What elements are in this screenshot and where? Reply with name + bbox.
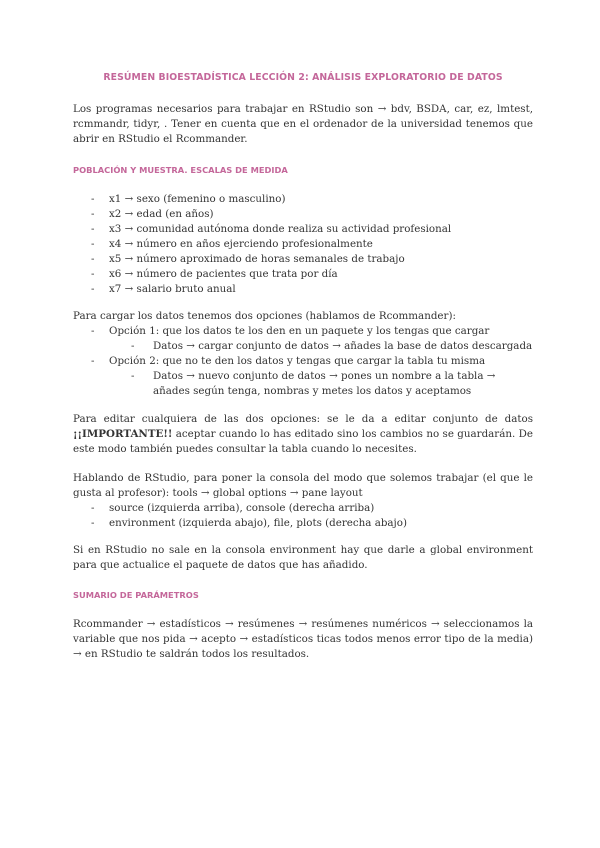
dash-bullet: -	[91, 268, 95, 280]
pane-item-2: environment (izquierda abajo), file, plots (derecha abajo)	[109, 517, 407, 529]
pane-layout-list	[73, 501, 407, 531]
list-item	[73, 267, 451, 282]
list-item	[73, 369, 533, 399]
edit-text-end: aceptar cuando lo has editado sino los cambios no se guardarán. De este modo también puedes consultar la tabla cuando lo necesites.	[73, 428, 533, 456]
intro-paragraph: Los programas necesarios para trabajar en RStudio son → bdv, BSDA, car, ez, lmtest, rcmmandr, tidyr, . Tener en cuenta que en el ordenador de la universidad tenemos que abrir en RStudio el Rcommander.	[73, 103, 533, 146]
list-item	[73, 237, 451, 252]
rstudio-paragraph: Hablando de RStudio, para poner la consola del modo que solemos trabajar (el que le gusta al profesor): tools → global options → pane layout	[73, 472, 533, 500]
list-item	[73, 339, 533, 354]
dash-bullet: -	[91, 355, 95, 367]
edit-text-start: Para editar cualquiera de las dos opciones: se le da a editar conjunto de datos	[73, 413, 533, 425]
environment-paragraph: Si en RStudio no sale en la consola environment hay que darle a global environment para que actualice el paquete de datos que has añadido.	[73, 544, 533, 572]
dash-bullet: -	[91, 238, 95, 250]
pane-item-1: source (izquierda arriba), console (derecha arriba)	[109, 502, 375, 514]
list-item	[73, 354, 533, 369]
section-heading-sumario: SUMARIO DE PARÁMETROS	[73, 590, 199, 600]
variable-x3: x3 → comunidad autónoma donde realiza su actividad profesional	[109, 223, 452, 235]
variable-x2: x2 → edad (en años)	[109, 208, 214, 220]
important-note: ¡¡IMPORTANTE!!	[73, 428, 173, 441]
dash-bullet: -	[91, 253, 95, 265]
list-item	[73, 324, 533, 339]
option-2-steps: Datos → nuevo conjunto de datos → pones un nombre a la tabla → añades según tenga, nombras y metes los datos y aceptamos	[153, 370, 496, 397]
sumario-paragraph: Rcommander → estadísticos → resúmenes → resúmenes numéricos → seleccionamos la variable que nos pida → acepto → estadísticos ticas todos menos error tipo de la media) → en RStudio te saldrán todos los resultados.	[73, 618, 533, 661]
list-item	[73, 192, 451, 207]
list-item	[73, 282, 451, 297]
variable-x4: x4 → número en años ejerciendo profesionalmente	[109, 238, 373, 250]
variable-x6: x6 → número de pacientes que trata por día	[109, 268, 338, 280]
option-1-steps: Datos → cargar conjunto de datos → añades la base de datos descargada	[153, 340, 533, 352]
variable-x1: x1 → sexo (femenino o masculino)	[109, 193, 286, 205]
list-item	[73, 501, 407, 516]
load-data-intro: Para cargar los datos tenemos dos opciones (hablamos de Rcommander):	[73, 310, 456, 322]
dash-bullet: -	[91, 283, 95, 295]
dash-bullet: -	[131, 340, 135, 352]
variables-list	[73, 192, 451, 297]
list-item	[73, 516, 407, 531]
edit-paragraph	[73, 412, 533, 458]
load-options-list	[73, 324, 533, 399]
dash-bullet: -	[91, 208, 95, 220]
dash-bullet: -	[91, 325, 95, 337]
variable-x7: x7 → salario bruto anual	[109, 283, 236, 295]
variable-x5: x5 → número aproximado de horas semanales de trabajo	[109, 253, 405, 265]
list-item	[73, 222, 451, 237]
dash-bullet: -	[91, 193, 95, 205]
dash-bullet: -	[131, 370, 135, 382]
option-1: Opción 1: que los datos te los den en un paquete y los tengas que cargar	[109, 325, 490, 337]
document-title: RESÚMEN BIOESTADÍSTICA LECCIÓN 2: ANÁLISIS EXPLORATORIO DE DATOS	[103, 72, 503, 83]
list-item	[73, 207, 451, 222]
list-item	[73, 252, 451, 267]
dash-bullet: -	[91, 517, 95, 529]
section-heading-poblacion: POBLACIÓN Y MUESTRA. ESCALAS DE MEDIDA	[73, 165, 288, 175]
dash-bullet: -	[91, 502, 95, 514]
option-2: Opción 2: que no te den los datos y tengas que cargar la tabla tu misma	[109, 355, 486, 367]
dash-bullet: -	[91, 223, 95, 235]
